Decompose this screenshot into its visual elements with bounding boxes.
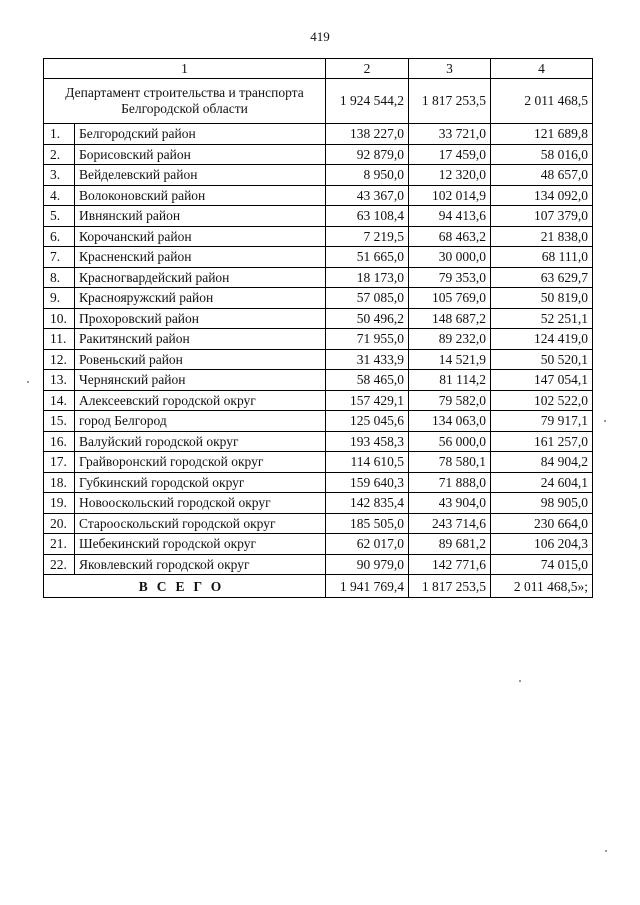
column-header-2: 2 [326,59,409,79]
district-name: Шебекинский городской округ [75,534,326,555]
value-col-3: 148 687,2 [409,308,491,329]
value-col-4: 58 016,0 [491,144,593,165]
column-header-4: 4 [491,59,593,79]
budget-table [43,58,593,598]
value-col-4: 98 905,0 [491,493,593,514]
department-name: Департамент строительства и транспорта Белгородской области [44,79,326,124]
district-name: Новооскольский городской округ [75,493,326,514]
value-col-2: 18 173,0 [326,267,409,288]
row-number: 20. [44,513,75,534]
district-name: Старооскольский городской округ [75,513,326,534]
value-col-2: 51 665,0 [326,247,409,268]
row-number: 14. [44,390,75,411]
table-row [44,226,593,247]
district-name: Вейделевский район [75,165,326,186]
table-row [44,554,593,575]
row-number: 8. [44,267,75,288]
column-header-1: 1 [44,59,326,79]
scan-speck [27,381,29,383]
district-name: Губкинский городской округ [75,472,326,493]
value-col-3: 68 463,2 [409,226,491,247]
district-name: Чернянский район [75,370,326,391]
row-number: 10. [44,308,75,329]
department-row [44,79,593,124]
row-number: 2. [44,144,75,165]
value-col-2: 7 219,5 [326,226,409,247]
district-name: город Белгород [75,411,326,432]
district-name: Ивнянский район [75,206,326,227]
value-col-2: 62 017,0 [326,534,409,555]
value-col-2: 90 979,0 [326,554,409,575]
value-col-3: 94 413,6 [409,206,491,227]
value-col-4: 102 522,0 [491,390,593,411]
column-header-row [44,59,593,79]
district-name: Алексеевский городской округ [75,390,326,411]
table-row [44,144,593,165]
value-col-2: 50 496,2 [326,308,409,329]
table-row [44,329,593,350]
total-label: ВСЕГО [44,575,326,598]
scan-speck [604,420,606,422]
value-col-3: 102 014,9 [409,185,491,206]
value-col-2: 92 879,0 [326,144,409,165]
district-name: Краснояружский район [75,288,326,309]
column-header-3: 3 [409,59,491,79]
table-row [44,493,593,514]
row-number: 6. [44,226,75,247]
value-col-3: 79 582,0 [409,390,491,411]
table-row [44,124,593,145]
value-col-4: 107 379,0 [491,206,593,227]
value-col-4: 79 917,1 [491,411,593,432]
value-col-2: 138 227,0 [326,124,409,145]
table-row [44,390,593,411]
value-col-3: 30 000,0 [409,247,491,268]
row-number: 19. [44,493,75,514]
value-col-3: 142 771,6 [409,554,491,575]
value-col-4: 147 054,1 [491,370,593,391]
scan-speck [605,850,607,852]
value-col-2: 8 950,0 [326,165,409,186]
row-number: 21. [44,534,75,555]
district-name: Ровеньский район [75,349,326,370]
value-col-3: 81 114,2 [409,370,491,391]
value-col-4: 121 689,8 [491,124,593,145]
row-number: 3. [44,165,75,186]
value-col-3: 33 721,0 [409,124,491,145]
table-row [44,513,593,534]
value-col-4: 84 904,2 [491,452,593,473]
row-number: 18. [44,472,75,493]
value-col-2: 57 085,0 [326,288,409,309]
table-row [44,185,593,206]
value-col-2: 125 045,6 [326,411,409,432]
value-col-2: 71 955,0 [326,329,409,350]
row-number: 5. [44,206,75,227]
value-col-3: 89 681,2 [409,534,491,555]
value-col-4: 230 664,0 [491,513,593,534]
department-value-2: 1 924 544,2 [326,79,409,124]
table-row [44,431,593,452]
value-col-2: 142 835,4 [326,493,409,514]
value-col-4: 134 092,0 [491,185,593,206]
district-name: Корочанский район [75,226,326,247]
value-col-3: 43 904,0 [409,493,491,514]
row-number: 16. [44,431,75,452]
row-number: 12. [44,349,75,370]
department-value-3: 1 817 253,5 [409,79,491,124]
value-col-4: 24 604,1 [491,472,593,493]
table-row [44,472,593,493]
value-col-3: 17 459,0 [409,144,491,165]
total-value-4: 2 011 468,5»; [491,575,593,598]
district-name: Грайворонский городской округ [75,452,326,473]
value-col-4: 21 838,0 [491,226,593,247]
row-number: 7. [44,247,75,268]
value-col-4: 48 657,0 [491,165,593,186]
table-row [44,411,593,432]
district-name: Прохоровский район [75,308,326,329]
table-row [44,206,593,227]
page-number: 419 [310,29,330,44]
value-col-3: 105 769,0 [409,288,491,309]
total-value-2: 1 941 769,4 [326,575,409,598]
value-col-2: 58 465,0 [326,370,409,391]
table-row [44,534,593,555]
district-name: Валуйский городской округ [75,431,326,452]
row-number: 15. [44,411,75,432]
row-number: 11. [44,329,75,350]
value-col-4: 50 819,0 [491,288,593,309]
total-value-3: 1 817 253,5 [409,575,491,598]
district-name: Белгородский район [75,124,326,145]
value-col-3: 71 888,0 [409,472,491,493]
value-col-2: 193 458,3 [326,431,409,452]
value-col-4: 106 204,3 [491,534,593,555]
value-col-3: 56 000,0 [409,431,491,452]
value-col-3: 134 063,0 [409,411,491,432]
district-name: Красненский район [75,247,326,268]
value-col-4: 68 111,0 [491,247,593,268]
district-name: Яковлевский городской округ [75,554,326,575]
value-col-4: 63 629,7 [491,267,593,288]
value-col-3: 79 353,0 [409,267,491,288]
district-name: Красногвардейский район [75,267,326,288]
table-row [44,165,593,186]
value-col-4: 50 520,1 [491,349,593,370]
row-number: 9. [44,288,75,309]
table-row [44,267,593,288]
value-col-2: 185 505,0 [326,513,409,534]
value-col-3: 89 232,0 [409,329,491,350]
value-col-2: 63 108,4 [326,206,409,227]
row-number: 4. [44,185,75,206]
table-row [44,288,593,309]
value-col-2: 157 429,1 [326,390,409,411]
value-col-2: 159 640,3 [326,472,409,493]
table-row [44,349,593,370]
table-row [44,247,593,268]
department-value-4: 2 011 468,5 [491,79,593,124]
table-row [44,308,593,329]
value-col-4: 161 257,0 [491,431,593,452]
value-col-2: 43 367,0 [326,185,409,206]
row-number: 1. [44,124,75,145]
value-col-3: 12 320,0 [409,165,491,186]
row-number: 17. [44,452,75,473]
row-number: 13. [44,370,75,391]
district-name: Ракитянский район [75,329,326,350]
value-col-3: 243 714,6 [409,513,491,534]
value-col-4: 124 419,0 [491,329,593,350]
value-col-2: 114 610,5 [326,452,409,473]
district-name: Волоконовский район [75,185,326,206]
value-col-4: 52 251,1 [491,308,593,329]
district-name: Борисовский район [75,144,326,165]
value-col-3: 78 580,1 [409,452,491,473]
total-row [44,575,593,598]
scan-speck [519,680,521,682]
table-row [44,452,593,473]
value-col-4: 74 015,0 [491,554,593,575]
value-col-2: 31 433,9 [326,349,409,370]
value-col-3: 14 521,9 [409,349,491,370]
row-number: 22. [44,554,75,575]
table-row [44,370,593,391]
